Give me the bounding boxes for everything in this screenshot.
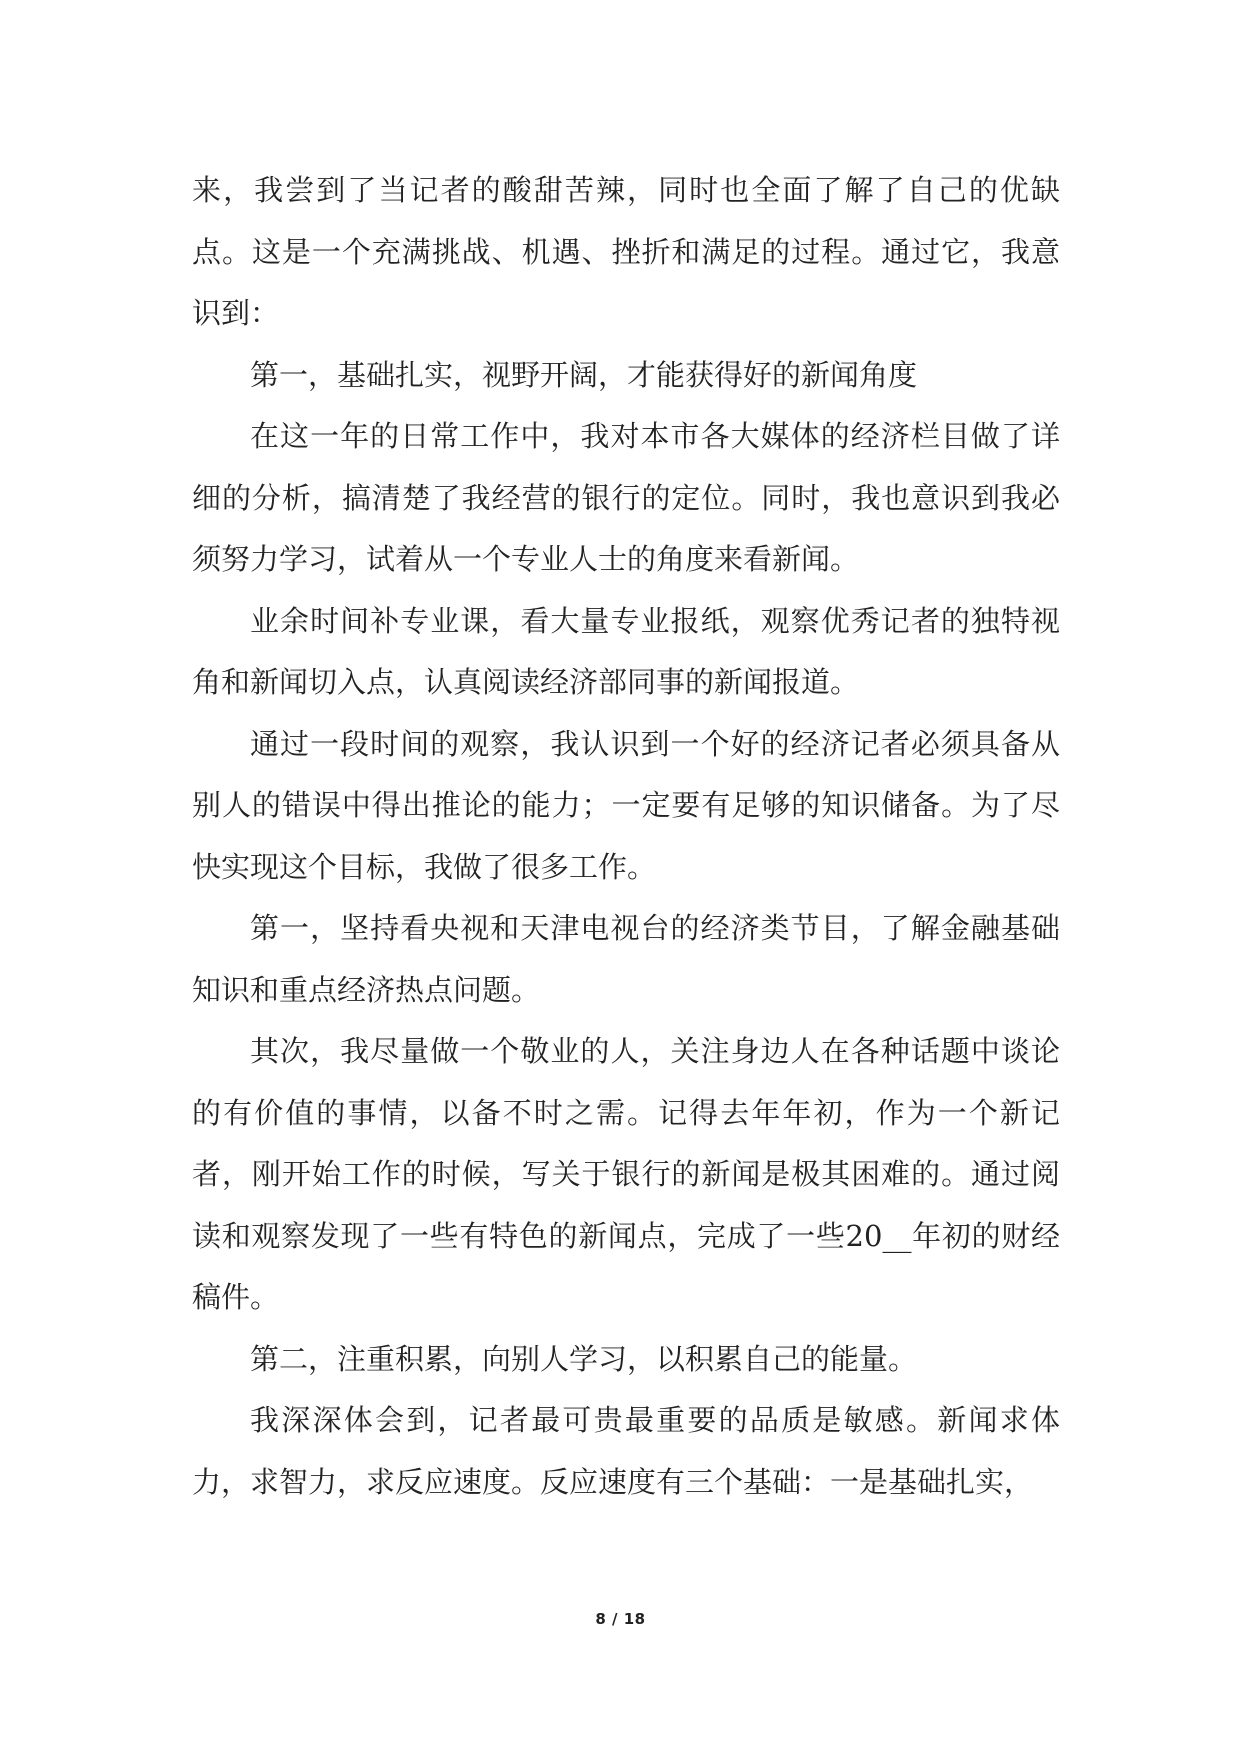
- paragraph-3: 在这一年的日常工作中，我对本市各大媒体的经济栏目做了详细的分析，搞清楚了我经营的银行的定位。同时，我也意识到我必须努力学习，试着从一个专业人士的角度来看新闻。: [192, 419, 1060, 576]
- paragraph-5: 通过一段时间的观察，我认识到一个好的经济记者必须具备从别人的错误中得出推论的能力；一定要有足够的知识储备。为了尽快实现这个目标，我做了很多工作。: [192, 726, 1060, 884]
- paragraph-9: 我深深体会到，记者最可贵最重要的品质是敏感。新闻求体力，求智力，求反应速度。反应速度有三个基础：一是基础扎实，: [192, 1403, 1060, 1499]
- paragraph-1: 来，我尝到了当记者的酸甜苦辣，同时也全面了解了自己的优缺点。这是一个充满挑战、机遇、挫折和满足的过程。通过它，我意识到：: [192, 173, 1060, 330]
- page-number: 8 / 18: [595, 1610, 646, 1628]
- paragraph-2: 第一，基础扎实，视野开阔，才能获得好的新闻角度: [250, 357, 918, 392]
- paragraph-6: 第一，坚持看央视和天津电视台的经济类节目，了解金融基础知识和重点经济热点问题。: [192, 911, 1060, 1007]
- paragraph-7: 其次，我尽量做一个敬业的人，关注身边人在各种话题中谈论的有价值的事情，以备不时之需。记得去年年初，作为一个新记者，刚开始工作的时候，写关于银行的新闻是极其困难的。通过阅读和观察发现了一些有特色的新闻点，完成了一些20__年初的财经稿件。: [192, 1034, 1060, 1314]
- document-body: [192, 160, 1060, 1513]
- paragraph-4: 业余时间补专业课，看大量专业报纸，观察优秀记者的独特视角和新闻切入点，认真阅读经济部同事的新闻报道。: [192, 603, 1060, 699]
- paragraph-8: 第二，注重积累，向别人学习，以积累自己的能量。: [250, 1341, 918, 1376]
